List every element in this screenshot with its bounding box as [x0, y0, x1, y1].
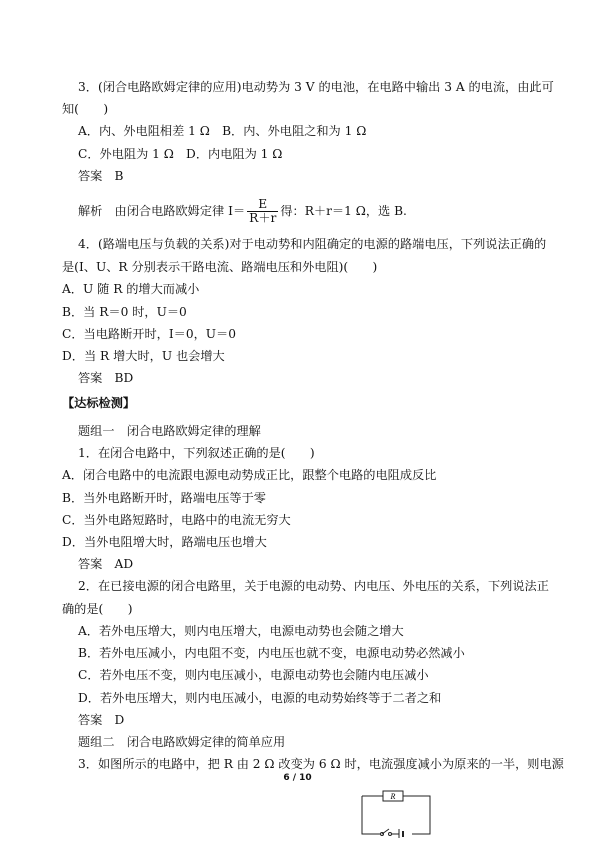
q4-opt-b: B．当 R＝0 时，U＝0	[62, 305, 187, 319]
p2-opt-d: D．若外电压增大，则内电压减小，电源的电动势始终等于二者之和	[78, 691, 442, 705]
q3-opt-cd: C．外电阻为 1 Ω D．内电阻为 1 Ω	[78, 147, 283, 161]
q4-opt-d: D．当 R 增大时，U 也会增大	[62, 349, 225, 363]
fraction-denominator: R＋r	[249, 211, 277, 225]
q3-solution	[78, 198, 407, 225]
circuit-diagram	[356, 786, 436, 838]
q4-opt-c: C．当电路断开时，I＝0，U＝0	[62, 327, 236, 341]
q3-stem-2: 知( )	[62, 102, 109, 116]
group2-title: 题组二 闭合电路欧姆定律的简单应用	[78, 735, 286, 749]
p1-opt-d: D．当外电阻增大时，路端电压也增大	[62, 535, 267, 549]
q4-answer: 答案 BD	[78, 371, 134, 385]
p2-opt-c: C．若外电压不变，则内电压减小，电源电动势也会随内电压减小	[78, 668, 429, 682]
q4-opt-a: A．U 随 R 的增大而减小	[62, 282, 200, 296]
p1-opt-c: C．当外电路短路时，电路中的电流无穷大	[62, 513, 291, 527]
q3-answer: 答案 B	[78, 169, 124, 183]
fraction-numerator: E	[247, 198, 278, 212]
p2-answer: 答案 D	[78, 713, 125, 727]
q3-opt-ab: A．内、外电阻相差 1 Ω B．内、外电阻之和为 1 Ω	[78, 124, 367, 138]
p1-opt-b: B．当外电路断开时，路端电压等于零	[62, 491, 266, 505]
p2-opt-b: B．若外电压减小，内电阻不变，内电压也就不变，电源电动势必然减小	[78, 646, 465, 660]
p3-stem: 3．如图所示的电路中，把 R 由 2 Ω 改变为 6 Ω 时，电流强度减小为原来的一半，则电源	[78, 757, 564, 771]
switch-symbol	[381, 829, 392, 836]
p2-opt-a: A．若外电压增大，则内电压增大，电源电动势也会随之增大	[78, 624, 404, 638]
p1-answer: 答案 AD	[78, 557, 134, 571]
battery-symbol	[399, 829, 403, 838]
solution-prefix: 解析 由闭合电路欧姆定律 I＝	[78, 204, 246, 218]
p1-stem: 1．在闭合电路中，下列叙述正确的是( )	[78, 446, 315, 460]
p1-opt-a: A．闭合电路中的电流跟电源电动势成正比，跟整个电路的电阻成反比	[62, 468, 437, 482]
p2-stem-2: 确的是( )	[62, 602, 133, 616]
section-title: 【达标检测】	[62, 396, 136, 410]
group1-title: 题组一 闭合电路欧姆定律的理解	[78, 424, 261, 438]
q4-stem-2: 是(I、U、R 分别表示干路电流、路端电压和外电阻)( )	[62, 260, 378, 274]
page-number: 6 / 10	[283, 773, 312, 783]
q3-stem-1: 3．(闭合电路欧姆定律的应用)电动势为 3 V 的电池，在电路中输出 3 A 的电流，由此可	[78, 80, 554, 94]
resistor-label: R	[390, 792, 396, 801]
circuit-wires	[362, 796, 430, 834]
fraction	[247, 198, 278, 225]
p2-stem-1: 2．在已接电源的闭合电路里，关于电源的电动势、内电压、外电压的关系，下列说法正	[78, 579, 549, 593]
q4-stem-1: 4．(路端电压与负载的关系)对于电动势和内阻确定的电源的路端电压，下列说法正确的	[78, 237, 547, 251]
solution-suffix: 得：R＋r＝1 Ω，选 B.	[280, 204, 407, 218]
